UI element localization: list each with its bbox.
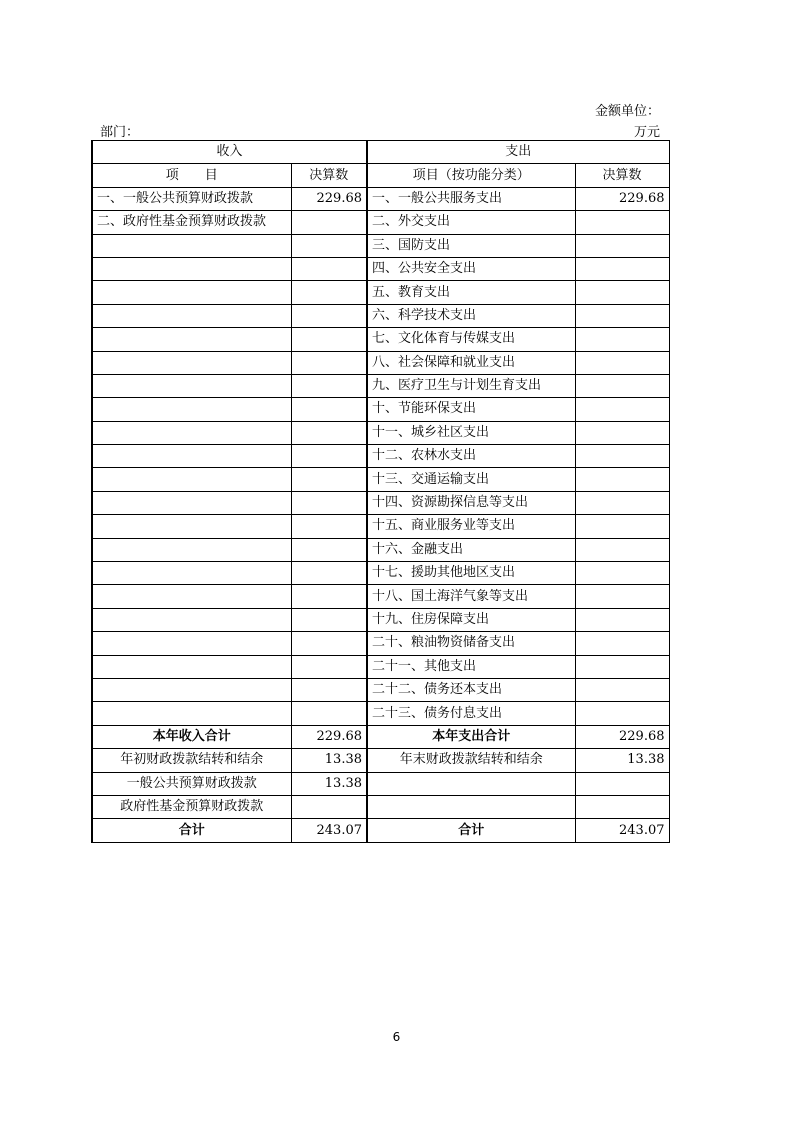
expense-amount-cell: [575, 234, 669, 257]
column-header-row: [92, 164, 669, 187]
budget-table: [91, 140, 670, 843]
income-item-cell: [92, 257, 291, 280]
expense-item-cell: 十一、城乡社区支出: [367, 421, 575, 444]
table-row: [92, 702, 669, 725]
income-item-cell: [92, 468, 291, 491]
table-row: [92, 211, 669, 234]
table-row: [92, 281, 669, 304]
income-item-cell: [92, 374, 291, 397]
expense-item-cell: 二十一、其他支出: [367, 655, 575, 678]
income-amount-cell: [291, 421, 367, 444]
unit-value: 万元: [633, 125, 660, 140]
expense-amount-cell: [575, 632, 669, 655]
income-item-cell: [92, 538, 291, 561]
carry-income-amount: [291, 795, 367, 818]
carry-expense-item: [367, 795, 575, 818]
expense-amount-cell: [575, 398, 669, 421]
expense-amount-cell: [575, 374, 669, 397]
carry-row: [92, 795, 669, 818]
expense-item-cell: 十四、资源勘探信息等支出: [367, 491, 575, 514]
income-item-cell: 二、政府性基金预算财政拨款: [92, 211, 291, 234]
carry-expense-amount: [575, 795, 669, 818]
income-total-label: 合计: [92, 819, 291, 842]
income-amount-cell: [291, 398, 367, 421]
expense-amount-cell: [575, 538, 669, 561]
income-item-cell: [92, 678, 291, 701]
income-amount-cell: [291, 304, 367, 327]
income-item-cell: [92, 585, 291, 608]
col-item-expense-header: 项目（按功能分类）: [367, 164, 575, 187]
expense-item-cell: 十九、住房保障支出: [367, 608, 575, 631]
expense-amount-cell: [575, 491, 669, 514]
income-amount-cell: [291, 281, 367, 304]
col-item-header: 项 目: [92, 164, 291, 187]
carry-income-amount: 13.38: [291, 772, 367, 795]
expense-amount-cell: [575, 421, 669, 444]
expense-amount-cell: [575, 702, 669, 725]
carry-expense-amount: 13.38: [575, 749, 669, 772]
carry-expense-item: [367, 772, 575, 795]
income-item-cell: [92, 398, 291, 421]
income-subtotal-amount: 229.68: [291, 725, 367, 748]
expense-amount-cell: [575, 468, 669, 491]
table-row: [92, 351, 669, 374]
expense-item-cell: 四、公共安全支出: [367, 257, 575, 280]
income-amount-cell: [291, 328, 367, 351]
expense-amount-cell: [575, 678, 669, 701]
section-header-row: [92, 141, 669, 164]
income-item-cell: [92, 608, 291, 631]
carry-income-amount: 13.38: [291, 749, 367, 772]
income-amount-cell: [291, 468, 367, 491]
expense-amount-cell: [575, 585, 669, 608]
income-amount-cell: [291, 491, 367, 514]
expense-header: 支出: [367, 141, 669, 164]
expense-amount-cell: [575, 562, 669, 585]
amount-unit-label: 金额单位：: [594, 104, 660, 119]
table-row: [92, 187, 669, 210]
income-amount-cell: [291, 538, 367, 561]
table-row: [92, 491, 669, 514]
income-amount-cell: [291, 702, 367, 725]
table-row: [92, 468, 669, 491]
expense-amount-cell: 229.68: [575, 187, 669, 210]
col-amount-header: 决算数: [291, 164, 367, 187]
expense-item-cell: 八、社会保障和就业支出: [367, 351, 575, 374]
expense-amount-cell: [575, 608, 669, 631]
expense-amount-cell: [575, 281, 669, 304]
table-row: [92, 538, 669, 561]
expense-amount-cell: [575, 304, 669, 327]
expense-item-cell: 十八、国土海洋气象等支出: [367, 585, 575, 608]
income-item-cell: [92, 515, 291, 538]
expense-amount-cell: [575, 328, 669, 351]
income-amount-cell: [291, 585, 367, 608]
table-row: [92, 562, 669, 585]
income-amount-cell: [291, 678, 367, 701]
expense-amount-cell: [575, 515, 669, 538]
income-amount-cell: 229.68: [291, 187, 367, 210]
income-header: 收入: [92, 141, 367, 164]
expense-amount-cell: [575, 351, 669, 374]
income-item-cell: [92, 702, 291, 725]
expense-item-cell: 十七、援助其他地区支出: [367, 562, 575, 585]
income-item-cell: [92, 304, 291, 327]
expense-item-cell: 三、国防支出: [367, 234, 575, 257]
expense-item-cell: 二、外交支出: [367, 211, 575, 234]
income-item-cell: [92, 491, 291, 514]
expense-item-cell: 十、节能环保支出: [367, 398, 575, 421]
expense-item-cell: 十五、商业服务业等支出: [367, 515, 575, 538]
table-row: [92, 398, 669, 421]
expense-amount-cell: [575, 445, 669, 468]
expense-item-cell: 九、医疗卫生与计划生育支出: [367, 374, 575, 397]
carry-row: [92, 749, 669, 772]
table-row: [92, 632, 669, 655]
expense-subtotal-label: 本年支出合计: [367, 725, 575, 748]
table-body: [92, 141, 669, 843]
table-row: [92, 655, 669, 678]
expense-item-cell: 十六、金融支出: [367, 538, 575, 561]
income-item-cell: [92, 328, 291, 351]
income-amount-cell: [291, 257, 367, 280]
table-row: [92, 608, 669, 631]
subtotal-row: [92, 725, 669, 748]
expense-item-cell: 二十、粮油物资储备支出: [367, 632, 575, 655]
income-amount-cell: [291, 655, 367, 678]
table-row: [92, 421, 669, 444]
table-row: [92, 304, 669, 327]
department-label: 部门：: [100, 125, 140, 140]
income-amount-cell: [291, 445, 367, 468]
carry-expense-item: 年末财政拨款结转和结余: [367, 749, 575, 772]
income-item-cell: [92, 562, 291, 585]
carry-expense-amount: [575, 772, 669, 795]
carry-row: [92, 772, 669, 795]
expense-total-amount: 243.07: [575, 819, 669, 842]
expense-item-cell: 十三、交通运输支出: [367, 468, 575, 491]
income-item-cell: [92, 655, 291, 678]
table-row: [92, 374, 669, 397]
total-row: [92, 819, 669, 842]
expense-item-cell: 五、教育支出: [367, 281, 575, 304]
expense-subtotal-amount: 229.68: [575, 725, 669, 748]
page-number: 6: [392, 1030, 401, 1044]
expense-item-cell: 六、科学技术支出: [367, 304, 575, 327]
expense-item-cell: 二十二、债务还本支出: [367, 678, 575, 701]
income-amount-cell: [291, 351, 367, 374]
expense-amount-cell: [575, 257, 669, 280]
expense-amount-cell: [575, 211, 669, 234]
table-row: [92, 515, 669, 538]
table-row: [92, 445, 669, 468]
expense-item-cell: 二十三、债务付息支出: [367, 702, 575, 725]
income-amount-cell: [291, 374, 367, 397]
table-row: [92, 678, 669, 701]
table-row: [92, 257, 669, 280]
income-item-cell: [92, 421, 291, 444]
income-item-cell: [92, 234, 291, 257]
income-total-amount: 243.07: [291, 819, 367, 842]
carry-income-item: 政府性基金预算财政拨款: [92, 795, 291, 818]
income-amount-cell: [291, 211, 367, 234]
income-item-cell: 一、一般公共预算财政拨款: [92, 187, 291, 210]
expense-total-label: 合计: [367, 819, 575, 842]
expense-item-cell: 一、一般公共服务支出: [367, 187, 575, 210]
expense-amount-cell: [575, 655, 669, 678]
income-item-cell: [92, 281, 291, 304]
income-item-cell: [92, 632, 291, 655]
col-amount-expense-header: 决算数: [575, 164, 669, 187]
income-subtotal-label: 本年收入合计: [92, 725, 291, 748]
expense-item-cell: 七、文化体育与传媒支出: [367, 328, 575, 351]
income-amount-cell: [291, 515, 367, 538]
income-item-cell: [92, 445, 291, 468]
expense-item-cell: 十二、农林水支出: [367, 445, 575, 468]
carry-income-item: 年初财政拨款结转和结余: [92, 749, 291, 772]
income-amount-cell: [291, 562, 367, 585]
table-row: [92, 585, 669, 608]
income-amount-cell: [291, 632, 367, 655]
income-item-cell: [92, 351, 291, 374]
table-row: [92, 234, 669, 257]
income-amount-cell: [291, 608, 367, 631]
income-amount-cell: [291, 234, 367, 257]
table-row: [92, 328, 669, 351]
carry-income-item: 一般公共预算财政拨款: [92, 772, 291, 795]
